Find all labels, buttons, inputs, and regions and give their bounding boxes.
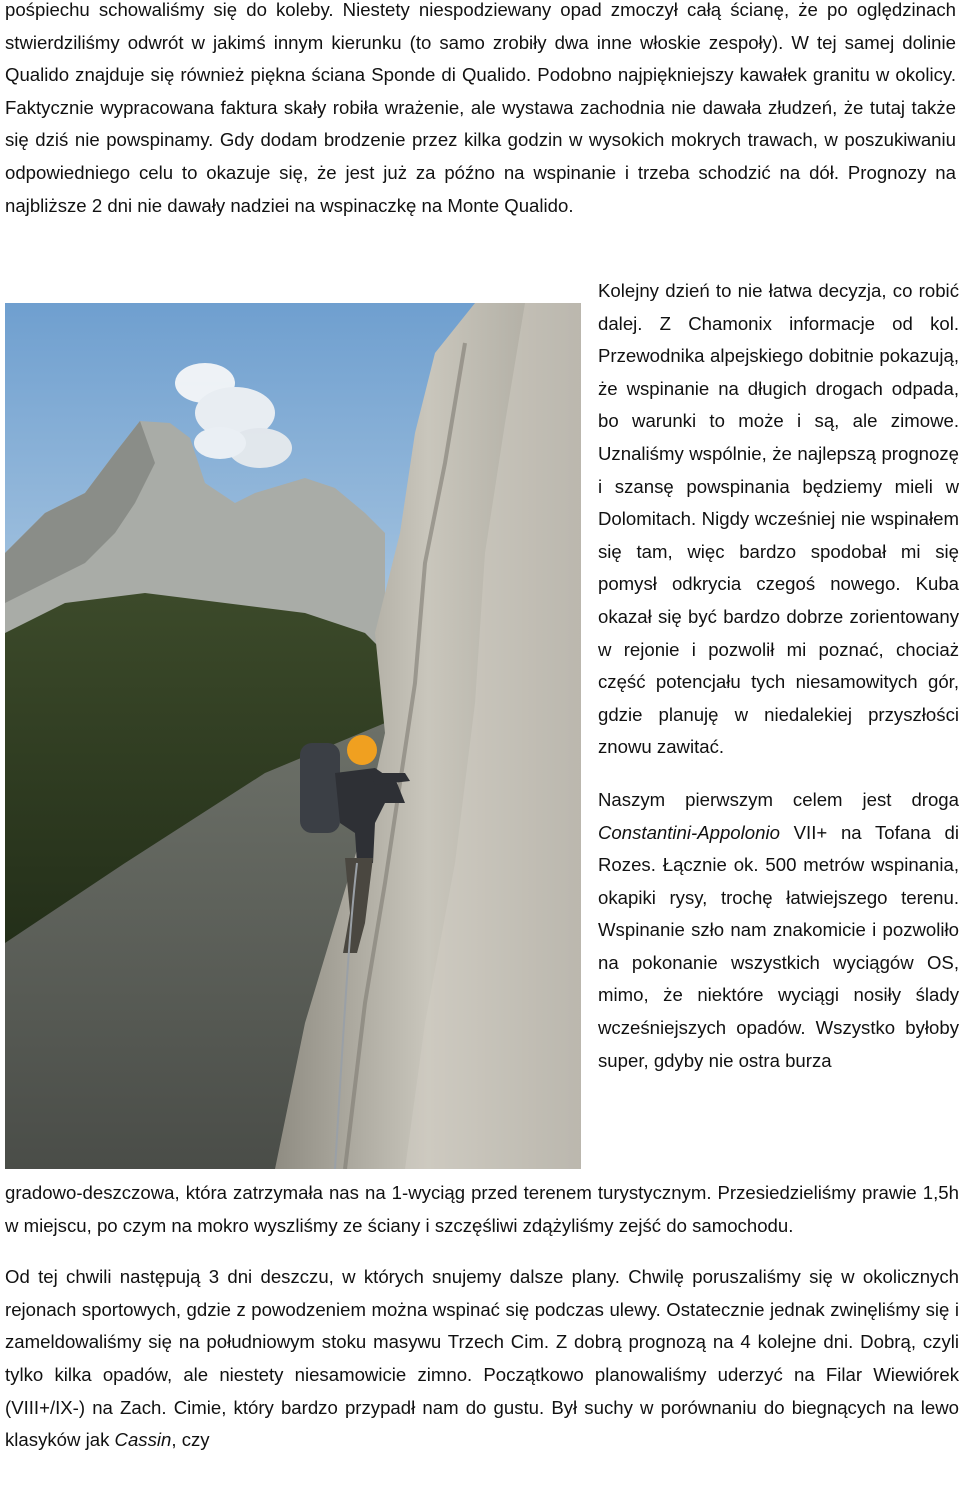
paragraph-rain-days: [5, 1261, 959, 1457]
climbing-photo: [5, 303, 581, 1169]
climber-helmet: [347, 735, 377, 765]
paragraph-rain-end: , czy: [171, 1429, 210, 1451]
top-text-block: [5, 0, 956, 222]
paragraph-tofana-start: Naszym pierwszym celem jest droga: [598, 788, 959, 810]
paragraph-tofana: [598, 784, 959, 1077]
paragraph-storm: gradowo-deszczowa, która zatrzymała nas na 1-wyciąg przed terenem turystycznym. Przesiedzieliśmy prawie 1,5h w miejscu, po czym na mokro wyszliśmy ze ściany i szczęśliwi zdążyliśmy zejść do samochodu.: [5, 1182, 959, 1236]
backpack: [300, 743, 340, 833]
side-text-column: [598, 275, 959, 1077]
paragraph-rain-start: Od tej chwili następują 3 dni deszczu, w których snujemy dalsze plany. Chwilę poruszaliśmy się w okolicznych rejonach sportowych, gdzie z powodzeniem można wspinać się podczas ulewy. Ostatecznie jednak zwinęliśmy się i zameldowaliśmy się na południowym stoku masywu Trzech Cim. Z dobrą prognozą na 4 kolejne dni. Dobrą, czyli tylko kilka opadów, ale niestety niesamowicie zimno. Początkowo planowaliśmy uderzyć na Filar Wiewiórek (VIII+/IX-) na Zach. Cimie, który bardzo przypadł nam do gustu. Był suchy w porównaniu do biegnących na lewo klasyków jak: [5, 1266, 959, 1451]
classic-route-name: Cassin: [114, 1429, 172, 1451]
route-name: Constantini-Appolonio: [598, 821, 780, 843]
bottom-text-block: [5, 1177, 959, 1457]
paragraph-qualido: pośpiechu schowaliśmy się do koleby. Niestety niespodziewany opad zmoczył całą ścianę, że po oględzinach stwierdziliśmy odwrót w jakimś innym kierunku (to samo zrobiły dwa inne włoskie zespoły). W tej samej dolinie Qualido znajduje się również piękna ściana Sponde di Qualido. Podobno najpiękniejszy kawałek granitu w okolicy. Faktycznie wypracowana faktura skały robiła wrażenie, ale wystawa zachodnia nie dawała złudzeń, że tutaj także się dziś nie powspinamy. Gdy dodam brodzenie przez kilka godzin w wysokich mokrych trawach, w poszukiwaniu odpowiedniego celu to okazuje się, że jest już za późno na wspinanie i trzeba schodzić na dół. Prognozy na najbliższe 2 dni nie dawały nadziei na wspinaczkę na Monte Qualido.: [5, 0, 956, 216]
paragraph-tofana-rest: VII+ na Tofana di Rozes. Łącznie ok. 500 metrów wspinania, okapiki rysy, trochę łatwiejszego terenu. Wspinanie szło nam znakomicie i pozwoliło na pokonanie wszystkich wyciągów OS, mimo, że niektóre wyciągi nosiły ślady wcześniejszych opadów. Wszystko byłoby super, gdyby nie ostra burza: [598, 821, 959, 1071]
paragraph-decision: Kolejny dzień to nie łatwa decyzja, co robić dalej. Z Chamonix informacje od kol. Przewodnika alpejskiego dobitnie pokazują, że wspinanie na długich drogach odpada, bo warunki to może i są, ale zimowe. Uznaliśmy wspólnie, że najlepszą prognozę i szansę powspinania będziemy mieli w Dolomitach. Nigdy wcześniej nie wspinałem się tam, więc bardzo spodobał mi się pomysł odkrycia czegoś nowego. Kuba okazał się być bardzo dobrze zorientowany w rejonie i pozwolił mi poznać, chociaż część potencjału tych niesamowitych gór, gdzie planuję w niedalekiej przyszłości znowu zawitać.: [598, 280, 959, 758]
